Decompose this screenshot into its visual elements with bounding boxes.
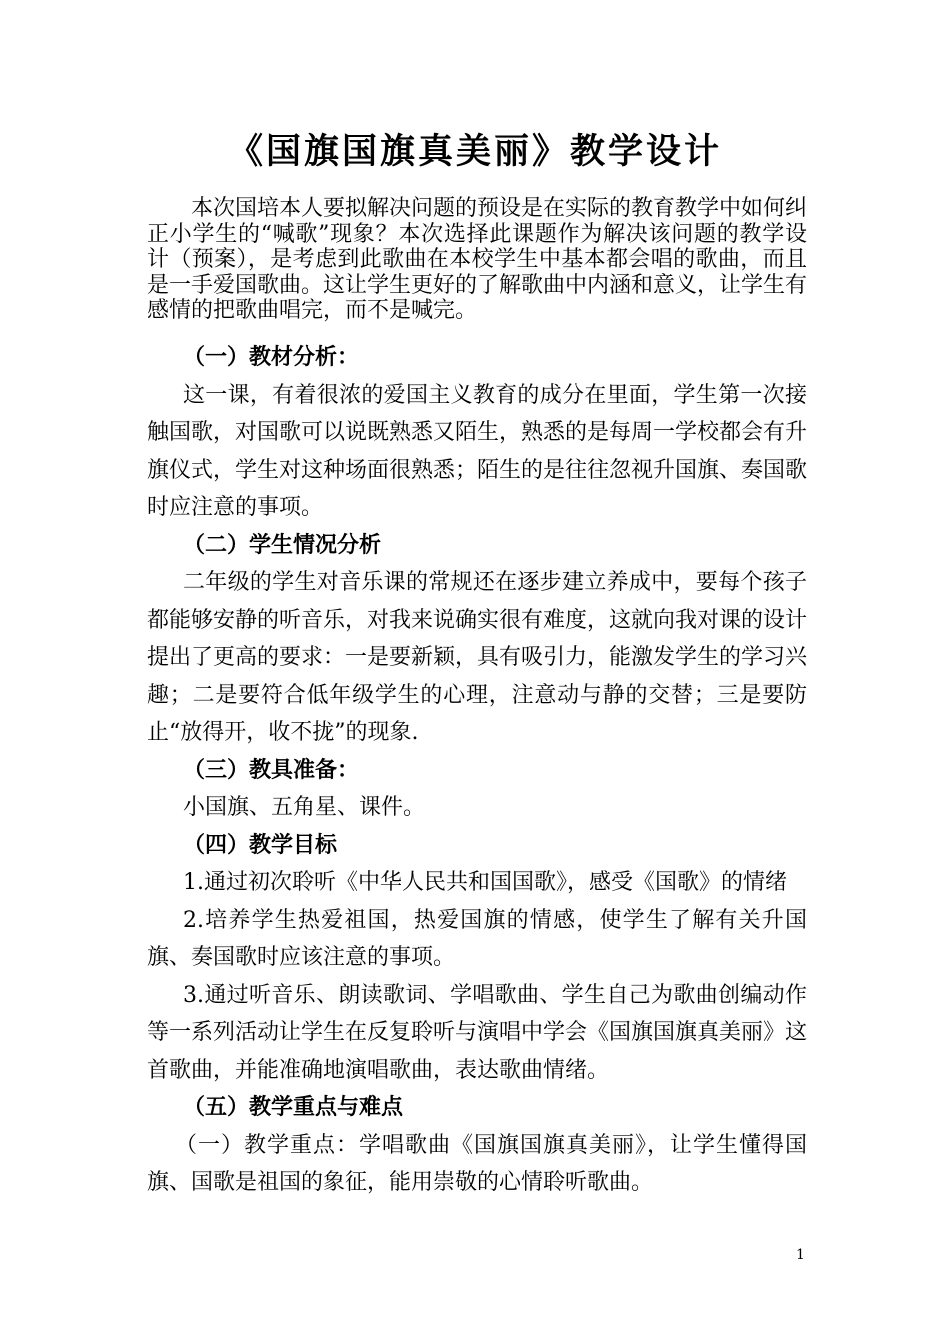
intro-paragraph: 本次国培本人要拟解决问题的预设是在实际的教育教学中如何纠正小学生的“喊歌”现象？本次选择此课题作为解决该问题的教学设计（预案），是考虑到此歌曲在本校学生中基本都会唱的歌曲，而且是一手爱国歌曲。这让学生更好的了解歌曲中内涵和意义，让学生有感情的把歌曲唱完，而不是喊完。 xyxy=(147,196,808,323)
section-heading: （三）教具准备： xyxy=(183,757,360,783)
section-heading: （四）教学目标 xyxy=(183,832,338,858)
goal-item: 2.培养学生热爱祖国，热爱国旗的情感，使学生了解有关升国旗、奏国歌时应该注意的事项。 xyxy=(147,907,807,970)
goal-item: 3.通过听音乐、朗读歌词、学唱歌曲、学生自己为歌曲创编动作等一系列活动让学生在反复聆听与演唱中学会《国旗国旗真美丽》这首歌曲，并能准确地演唱歌曲，表达歌曲情绪。 xyxy=(147,982,808,1083)
section-textbook-analysis xyxy=(147,339,807,527)
document-body xyxy=(147,339,807,1202)
section-heading: （五）教学重点与难点 xyxy=(183,1095,404,1120)
section-paragraph: （一）教学重点：学唱歌曲《国旗国旗真美丽》，让学生懂得国旗、国歌是祖国的象征，能用崇敬的心情聆听歌曲。 xyxy=(147,1132,807,1195)
page-number: 1 xyxy=(796,1247,805,1263)
section-student-analysis xyxy=(147,527,807,752)
section-teaching-aids xyxy=(147,752,807,827)
goal-item: 1.通过初次聆听《中华人民共和国国歌》，感受《国歌》的情绪 xyxy=(183,870,787,895)
section-teaching-goals xyxy=(147,827,807,1090)
section-paragraph: 二年级的学生对音乐课的常规还在逐步建立养成中，要每个孩子都能够安静的听音乐，对我来说确实很有难度，这就向我对课的设计提出了更高的要求：一是要新颖，具有吸引力，能激发学生的学习兴趣；二是要符合低年级学生的心理，注意动与静的交替；三是要防止“放得开，收不拢”的现象. xyxy=(147,570,808,745)
section-paragraph: 小国旗、五角星、课件。 xyxy=(183,795,426,820)
section-heading: （一）教材分析： xyxy=(183,345,360,370)
document-title: 《国旗国旗真美丽》教学设计 xyxy=(227,132,722,172)
section-paragraph: 这一课，有着很浓的爱国主义教育的成分在里面，学生第一次接触国歌，对国歌可以说既熟悉又陌生，熟悉的是每周一学校都会有升旗仪式，学生对这种场面很熟悉；陌生的是往往忽视升国旗、奏国歌时应注意的事项。 xyxy=(147,382,808,520)
section-key-points xyxy=(147,1089,807,1202)
section-heading: （二）学生情况分析 xyxy=(183,532,382,558)
